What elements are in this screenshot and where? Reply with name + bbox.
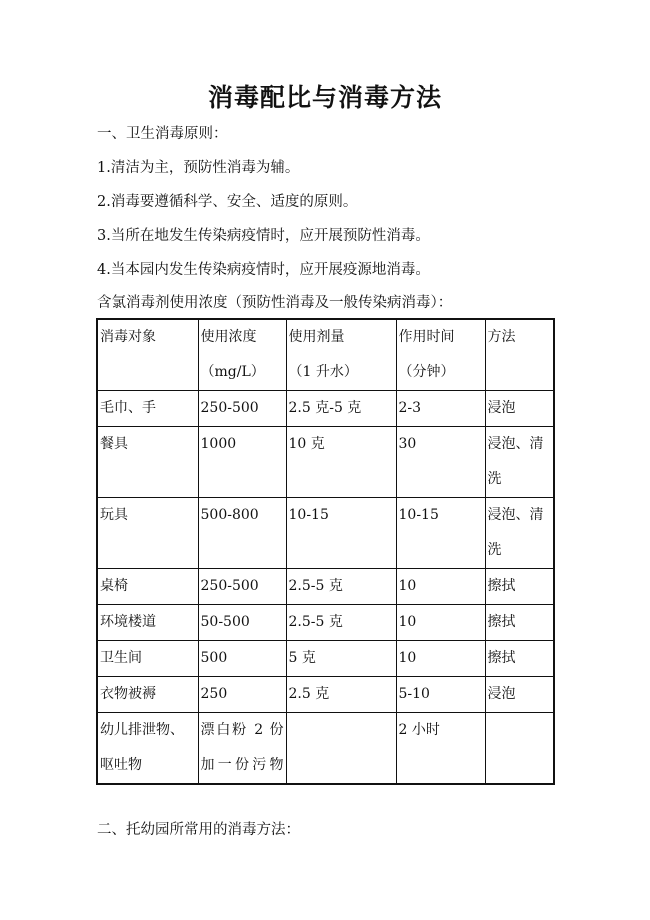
cell-method: 浸泡 bbox=[485, 391, 554, 427]
principle-1: 1.清洁为主，预防性消毒为辅。 bbox=[97, 160, 300, 176]
cell-time: 2 小时 bbox=[396, 713, 485, 785]
cell-object: 环境楼道 bbox=[97, 605, 198, 641]
header-time: 作用时间 （分钟） bbox=[396, 319, 485, 391]
table-row bbox=[97, 427, 554, 498]
table-header-row bbox=[97, 319, 554, 391]
cell-concentration: 漂白粉 2 份加一份污物 bbox=[198, 713, 286, 785]
cell-dose: 10 克 bbox=[286, 427, 396, 498]
cell-dose: 2.5-5 克 bbox=[286, 605, 396, 641]
cell-concentration: 500 bbox=[198, 641, 286, 677]
page-title: 消毒配比与消毒方法 bbox=[207, 83, 442, 112]
cell-object: 玩具 bbox=[97, 498, 198, 569]
cell-concentration: 250-500 bbox=[198, 391, 286, 427]
cell-time: 30 bbox=[396, 427, 485, 498]
cell-concentration: 250-500 bbox=[198, 569, 286, 605]
cell-dose: 5 克 bbox=[286, 641, 396, 677]
header-method: 方法 bbox=[485, 319, 554, 391]
cell-method bbox=[485, 713, 554, 785]
cell-method: 浸泡、清洗 bbox=[485, 427, 554, 498]
cell-object: 衣物被褥 bbox=[97, 677, 198, 713]
cell-object: 桌椅 bbox=[97, 569, 198, 605]
cell-object: 毛巾、手 bbox=[97, 391, 198, 427]
cell-method: 擦拭 bbox=[485, 641, 554, 677]
cell-method: 擦拭 bbox=[485, 605, 554, 641]
cell-object: 餐具 bbox=[97, 427, 198, 498]
table-row bbox=[97, 605, 554, 641]
cell-time: 2-3 bbox=[396, 391, 485, 427]
cell-concentration: 50-500 bbox=[198, 605, 286, 641]
table-caption: 含氯消毒剂使用浓度（预防性消毒及一般传染病消毒）： bbox=[97, 295, 453, 311]
cell-method: 擦拭 bbox=[485, 569, 554, 605]
table-row bbox=[97, 391, 554, 427]
cell-dose: 2.5-5 克 bbox=[286, 569, 396, 605]
cell-object: 卫生间 bbox=[97, 641, 198, 677]
cell-concentration: 500-800 bbox=[198, 498, 286, 569]
principle-4: 4.当本园内发生传染病疫情时，应开展疫源地消毒。 bbox=[97, 262, 430, 278]
section2-heading: 二、托幼园所常用的消毒方法： bbox=[97, 822, 300, 838]
disinfectant-table bbox=[96, 318, 555, 785]
table-row bbox=[97, 713, 554, 785]
cell-dose: 2.5 克 bbox=[286, 677, 396, 713]
cell-time: 5-10 bbox=[396, 677, 485, 713]
principle-2: 2.消毒要遵循科学、安全、适度的原则。 bbox=[97, 194, 358, 210]
cell-dose: 2.5 克-5 克 bbox=[286, 391, 396, 427]
principle-3: 3.当所在地发生传染病疫情时，应开展预防性消毒。 bbox=[97, 228, 430, 244]
cell-time: 10-15 bbox=[396, 498, 485, 569]
cell-concentration: 250 bbox=[198, 677, 286, 713]
table-row bbox=[97, 641, 554, 677]
cell-time: 10 bbox=[396, 605, 485, 641]
table-row bbox=[97, 569, 554, 605]
cell-method: 浸泡、清洗 bbox=[485, 498, 554, 569]
cell-concentration: 1000 bbox=[198, 427, 286, 498]
section1-heading: 一、卫生消毒原则： bbox=[97, 126, 228, 142]
cell-time: 10 bbox=[396, 569, 485, 605]
table-row bbox=[97, 677, 554, 713]
header-object: 消毒对象 bbox=[97, 319, 198, 391]
cell-dose: 10-15 bbox=[286, 498, 396, 569]
cell-dose bbox=[286, 713, 396, 785]
table-row bbox=[97, 498, 554, 569]
cell-method: 浸泡 bbox=[485, 677, 554, 713]
header-dose: 使用剂量 （1 升水） bbox=[286, 319, 396, 391]
cell-object: 幼儿排泄物、呕吐物 bbox=[97, 713, 198, 785]
header-concentration: 使用浓度 （mg/L） bbox=[198, 319, 286, 391]
cell-time: 10 bbox=[396, 641, 485, 677]
